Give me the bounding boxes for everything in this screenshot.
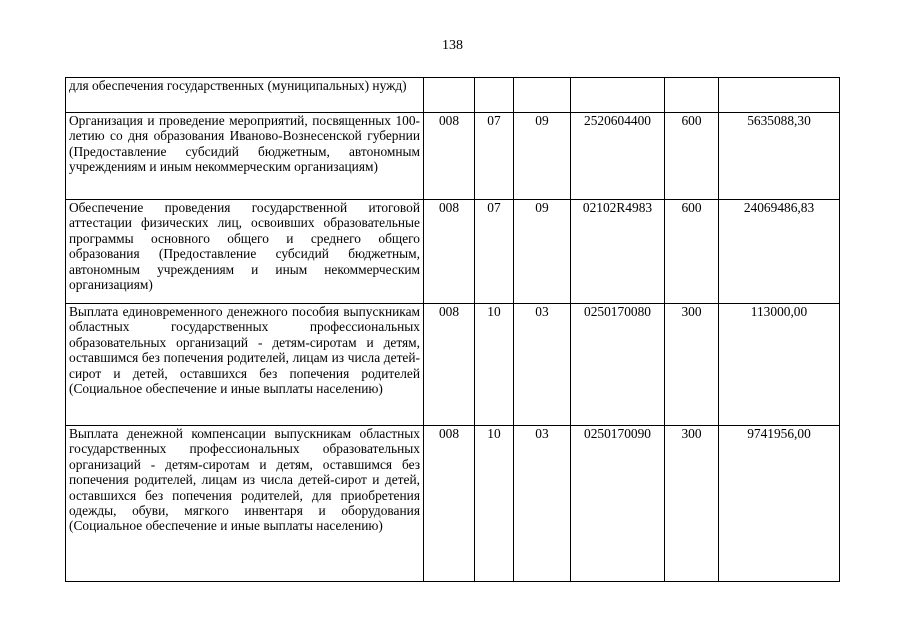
row-target-article [571,78,665,113]
row-description: для обеспечения государственных (муниципальных) нужд) [66,78,424,113]
row-description: Выплата денежной компенсации выпускникам областных государственных профессиональных образовательных организаций - детям-сиротам и детям, оставшимся без попечения родителей, лицам из числа детей-сирот и детей, оставшихся без попечения родителей, для приобретения одежды, обуви, мягкого инвентаря и оборудования (Социальное обеспечение и иные выплаты населению) [66,426,424,582]
row-subsection-code [514,78,571,113]
row-subsection-code: 09 [514,113,571,200]
row-expense-type [665,78,719,113]
row-amount [719,78,840,113]
budget-table [65,77,840,582]
row-description: Выплата единовременного денежного пособия выпускникам областных государственных профессиональных образовательных организаций - детям-сиротам и детям, оставшимся без попечения родителей, лицам из числа детей-сирот и детей, оставшихся без попечения родителей (Социальное обеспечение и иные выплаты населению) [66,304,424,426]
table-row [66,200,840,304]
row-ministry-code: 008 [424,304,475,426]
row-expense-type: 300 [665,426,719,582]
row-amount: 9741956,00 [719,426,840,582]
row-section-code: 07 [475,200,514,304]
table-row [66,304,840,426]
row-section-code: 07 [475,113,514,200]
row-subsection-code: 03 [514,304,571,426]
row-expense-type: 600 [665,113,719,200]
table-row [66,78,840,113]
row-expense-type: 300 [665,304,719,426]
row-section-code: 10 [475,426,514,582]
row-description: Обеспечение проведения государственной итоговой аттестации физических лиц, освоивших образовательные программы основного общего и среднего общего образования (Предоставление субсидий бюджетным, автономным учреждениям и иным некоммерческим организациям) [66,200,424,304]
row-amount: 113000,00 [719,304,840,426]
row-description: Организация и проведение мероприятий, посвященных 100-летию со дня образования Иваново-Вознесенской губернии (Предоставление субсидий бюджетным, автономным учреждениям и иным некоммерческим организациям) [66,113,424,200]
row-amount: 24069486,83 [719,200,840,304]
row-section-code [475,78,514,113]
table-row [66,113,840,200]
row-target-article: 0250170080 [571,304,665,426]
row-ministry-code: 008 [424,426,475,582]
row-ministry-code [424,78,475,113]
row-amount: 5635088,30 [719,113,840,200]
page-number: 138 [442,38,463,53]
row-target-article: 2520604400 [571,113,665,200]
row-ministry-code: 008 [424,200,475,304]
row-subsection-code: 09 [514,200,571,304]
row-expense-type: 600 [665,200,719,304]
row-section-code: 10 [475,304,514,426]
row-subsection-code: 03 [514,426,571,582]
row-target-article: 0250170090 [571,426,665,582]
row-target-article: 02102R4983 [571,200,665,304]
table-row [66,426,840,582]
row-ministry-code: 008 [424,113,475,200]
